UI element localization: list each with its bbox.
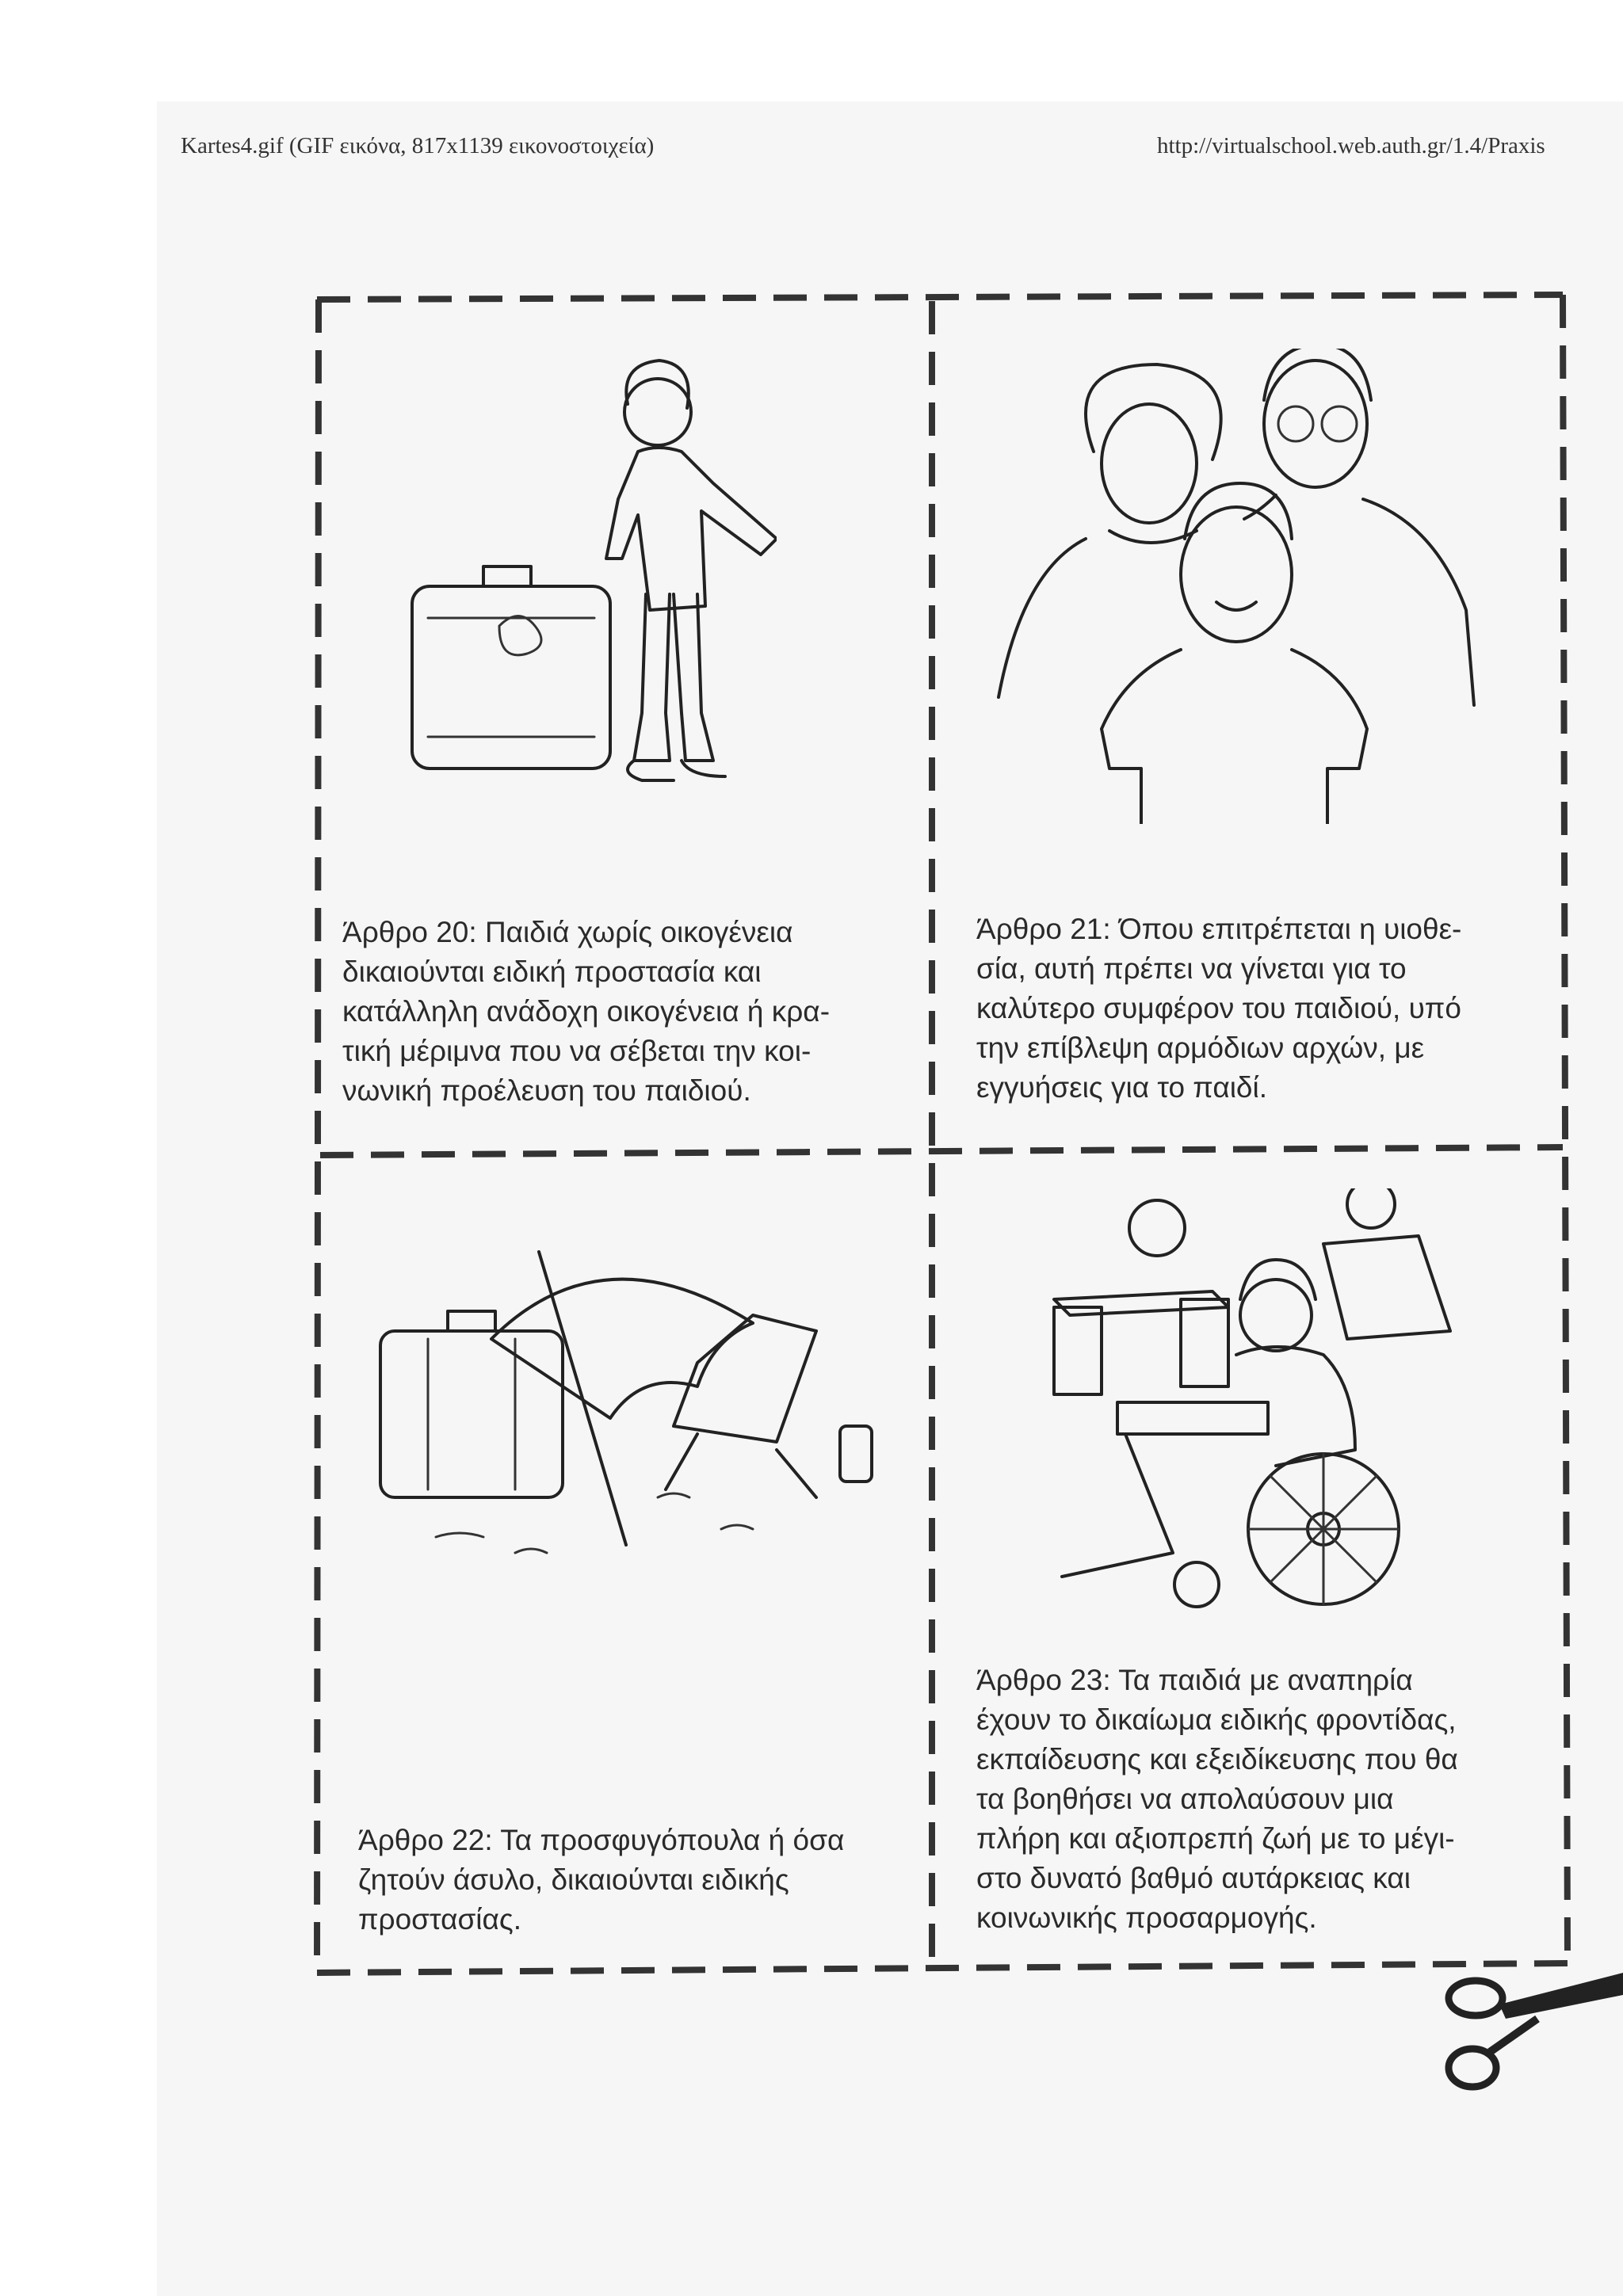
- cut-line-top: [317, 295, 1563, 299]
- card-text-line: προστασίας.: [358, 1903, 522, 1936]
- file-info-header: Kartes4.gif (GIF εικόνα, 817x1139 εικονοστοιχεία): [181, 133, 655, 158]
- card-text-line: Άρθρο 21: Όπου επιτρέπεται η υιοθε-: [976, 913, 1462, 945]
- card-text-line: πλήρη και αξιοπρεπή ζωή με το μέγι-: [976, 1822, 1455, 1855]
- cut-line-right: [1563, 295, 1568, 1963]
- card-article-20-text: [342, 913, 897, 1111]
- scissors-icon: [1426, 1957, 1623, 2100]
- card-article-23-text: [976, 1661, 1531, 1938]
- card-text-line: νωνική προέλευση του παιδιού.: [342, 1074, 751, 1107]
- card-text-line: εγγυήσεις για το παιδί.: [976, 1071, 1268, 1104]
- card-text-line: τα βοηθήσει να απολαύσουν μια: [976, 1783, 1394, 1815]
- card-text-line: ζητούν άσυλο, δικαιούνται ειδικής: [358, 1863, 789, 1896]
- card-article-21-text: [976, 910, 1531, 1108]
- girl-with-suitcase-illustration: [396, 357, 777, 800]
- cut-line-center: [320, 1147, 1563, 1155]
- card-text-line: καλύτερο συμφέρον του παιδιού, υπό: [976, 992, 1461, 1024]
- card-text-line: Άρθρο 23: Τα παιδιά με αναπηρία: [976, 1664, 1413, 1696]
- card-text-line: σία, αυτή πρέπει να γίνεται για το: [976, 952, 1407, 985]
- card-text-line: Άρθρο 20: Παιδιά χωρίς οικογένεια: [342, 916, 793, 948]
- cut-line-left: [317, 299, 319, 1973]
- suitcase-umbrella-chair-illustration: [372, 1236, 896, 1592]
- card-article-22-text: [358, 1821, 905, 1939]
- card-text-line: κατάλληλη ανάδοχη οικογένεια ή κρα-: [342, 995, 831, 1028]
- card-text-line: την επίβλεψη αρμόδιων αρχών, με: [976, 1032, 1425, 1064]
- card-text-line: εκπαίδευσης και εξειδίκευσης που θα: [976, 1743, 1458, 1775]
- card-text-line: κοινωνικής προσαρμογής.: [976, 1901, 1317, 1934]
- card-text-line: τική μέριμνα που να σέβεται την κοι-: [342, 1035, 812, 1067]
- card-text-line: Άρθρο 22: Τα προσφυγόπουλα ή όσα: [358, 1824, 845, 1856]
- card-text-line: έχουν το δικαίωμα ειδικής φροντίδας,: [976, 1703, 1457, 1736]
- classroom-wheelchair-illustration: [1046, 1188, 1490, 1632]
- card-text-line: στο δυνατό βαθμό αυτάρκειας και: [976, 1862, 1411, 1894]
- url-header: http://virtualschool.web.auth.gr/1.4/Praxis: [1157, 133, 1545, 158]
- adoptive-family-illustration: [991, 349, 1482, 824]
- card-text-line: δικαιούνται ειδική προστασία και: [342, 955, 762, 988]
- cut-line-bottom: [317, 1963, 1568, 1973]
